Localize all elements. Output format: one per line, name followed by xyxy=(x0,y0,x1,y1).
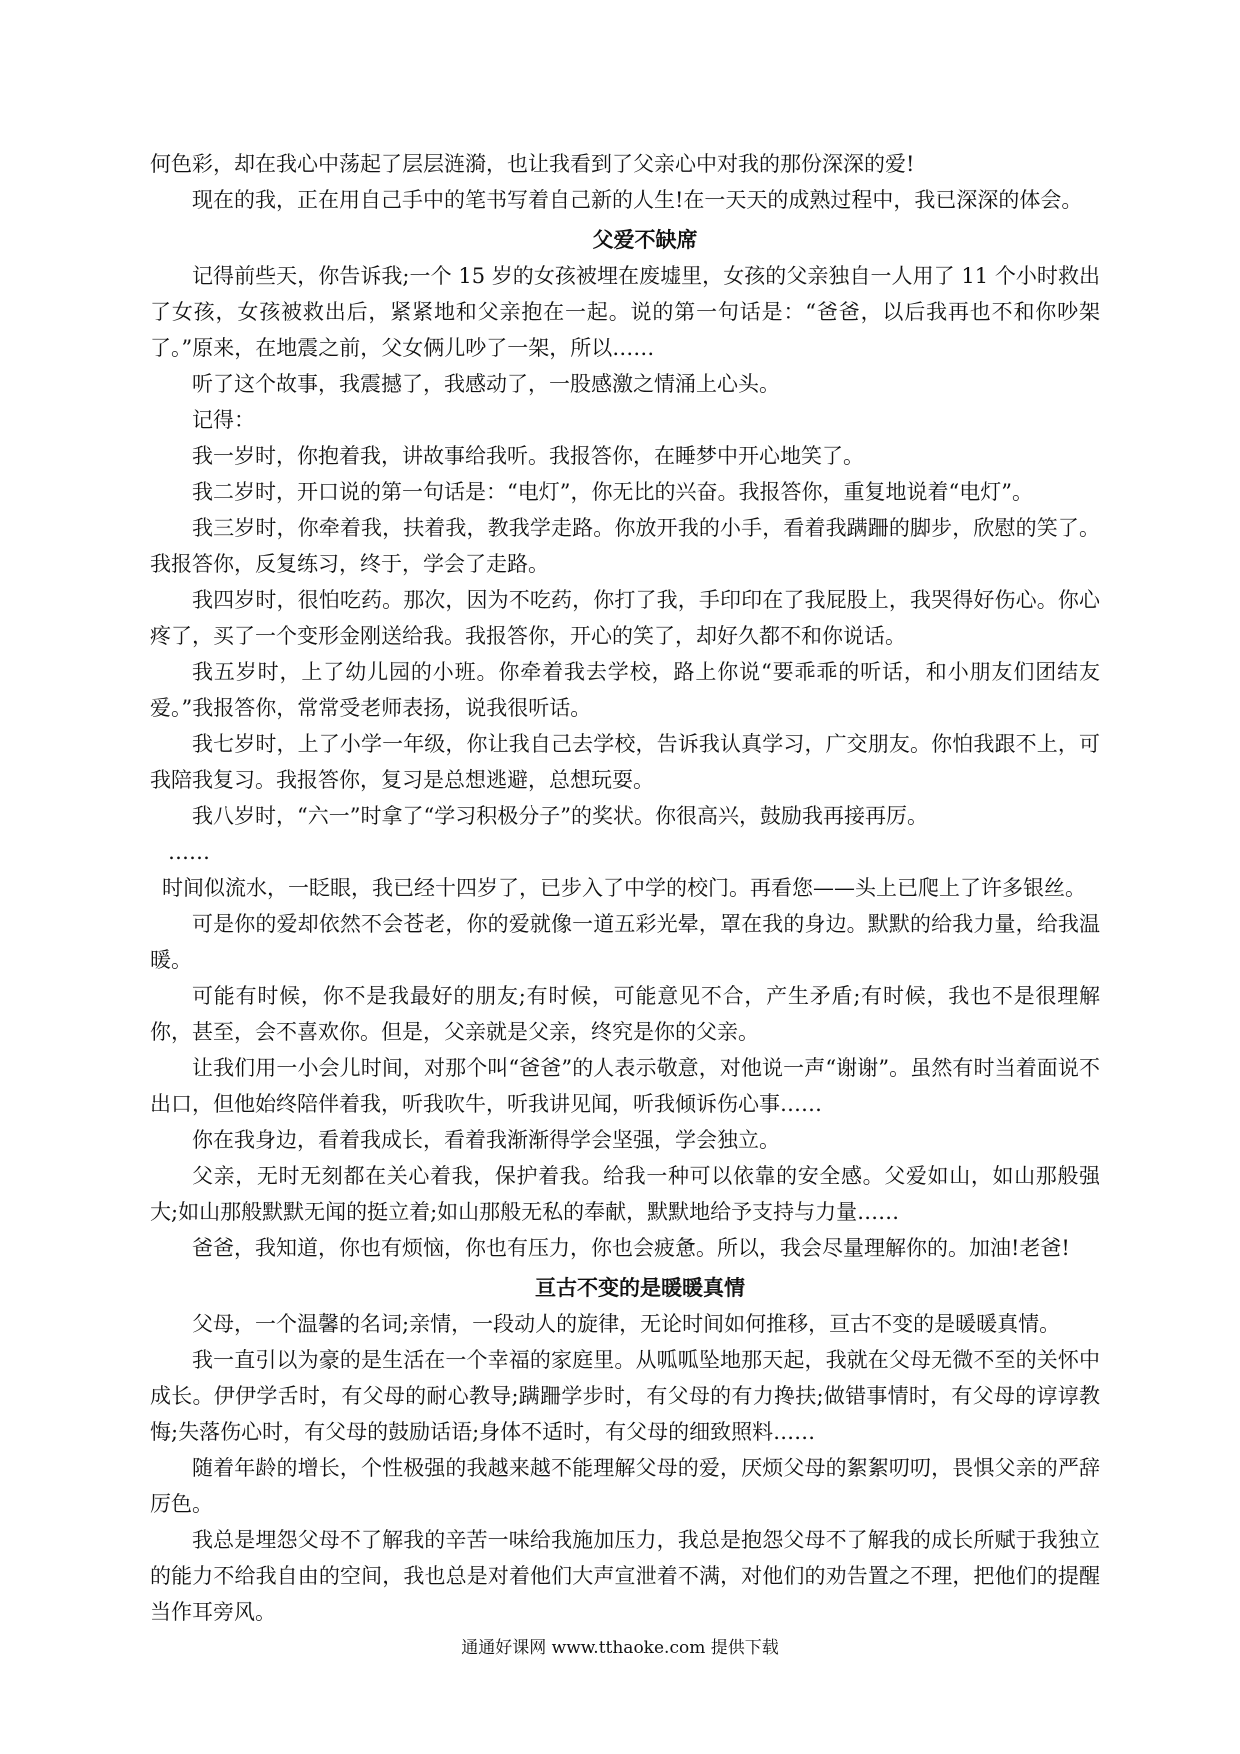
document-page xyxy=(150,146,1100,1630)
ellipsis-line: …… xyxy=(168,840,210,864)
body-paragraph: 听了这个故事，我震撼了，我感动了，一股感激之情涌上心头。 xyxy=(192,372,780,396)
body-paragraph: 我一岁时，你抱着我，讲故事给我听。我报答你，在睡梦中开心地笑了。 xyxy=(192,444,864,468)
body-paragraph: 时间似流水，一眨眼，我已经十四岁了，已步入了中学的校门。再看您——头上已爬上了许多银丝。 xyxy=(162,876,1086,900)
body-paragraph: 可是你的爱却依然不会苍老，你的爱就像一道五彩光晕，罩在我的身边。默默的给我力量，给我温暖。 xyxy=(150,912,1100,972)
body-paragraph: 父母，一个温馨的名词;亲情，一段动人的旋律，无论时间如何推移，亘古不变的是暖暖真情。 xyxy=(192,1312,1061,1336)
body-paragraph: 随着年龄的增长，个性极强的我越来越不能理解父母的爱，厌烦父母的絮絮叨叨，畏惧父亲的严辞厉色。 xyxy=(150,1456,1100,1516)
body-paragraph: 你在我身边，看着我成长，看着我渐渐得学会坚强，学会独立。 xyxy=(192,1128,780,1152)
body-paragraph: 我一直引以为豪的是生活在一个幸福的家庭里。从呱呱坠地那天起，我就在父母无微不至的关怀中成长。伊伊学舌时，有父母的耐心教导;蹒跚学步时，有父母的有力搀扶;做错事情时，有父母的谆谆教悔;失落伤心时，有父母的鼓励话语;身体不适时，有父母的细致照料…… xyxy=(150,1348,1100,1444)
body-paragraph: 我八岁时，“六一”时拿了“学习积极分子”的奖状。你很高兴，鼓励我再接再厉。 xyxy=(192,804,928,828)
body-paragraph: 我五岁时，上了幼儿园的小班。你牵着我去学校，路上你说“要乖乖的听话，和小朋友们团结友爱。”我报答你，常常受老师表扬，说我很听话。 xyxy=(150,660,1100,720)
body-paragraph: 我七岁时，上了小学一年级，你让我自己去学校，告诉我认真学习，广交朋友。你怕我跟不上，可我陪我复习。我报答你，复习是总想逃避，总想玩耍。 xyxy=(150,732,1100,792)
body-paragraph: 爸爸，我知道，你也有烦恼，你也有压力，你也会疲惫。所以，我会尽量理解你的。加油!老爸! xyxy=(192,1236,1070,1260)
body-paragraph: 我四岁时，很怕吃药。那次，因为不吃药，你打了我，手印印在了我屁股上，我哭得好伤心。你心疼了，买了一个变形金刚送给我。我报答你，开心的笑了，却好久都不和你说话。 xyxy=(150,588,1100,648)
body-paragraph: 可能有时候，你不是我最好的朋友;有时候，可能意见不合，产生矛盾;有时候，我也不是很理解你，甚至，会不喜欢你。但是，父亲就是父亲，终究是你的父亲。 xyxy=(150,984,1100,1044)
intro-paragraph: 现在的我，正在用自己手中的笔书写着自己新的人生!在一天天的成熟过程中，我已深深的体会。 xyxy=(192,188,1083,212)
body-paragraph: 记得： xyxy=(192,408,255,432)
section-title-family-love: 亘古不变的是暖暖真情 xyxy=(535,1275,745,1300)
body-paragraph: 我三岁时，你牵着我，扶着我，教我学走路。你放开我的小手，看着我蹒跚的脚步，欣慰的笑了。我报答你，反复练习，终于，学会了走路。 xyxy=(150,516,1100,576)
body-paragraph: 父亲，无时无刻都在关心着我，保护着我。给我一种可以依靠的安全感。父爱如山，如山那般强大;如山那般默默无闻的挺立着;如山那般无私的奉献，默默地给予支持与力量…… xyxy=(150,1164,1100,1224)
body-paragraph: 我二岁时，开口说的第一句话是：“电灯”，你无比的兴奋。我报答你，重复地说着“电灯”。 xyxy=(192,480,1033,504)
page-footer: 通通好课网 www.tthaoke.com 提供下载 xyxy=(461,1638,779,1658)
body-paragraph: 记得前些天，你告诉我;一个 15 岁的女孩被埋在废墟里，女孩的父亲独自一人用了 11 个小时救出了女孩，女孩被救出后，紧紧地和父亲抱在一起。说的第一句话是：“爸爸，以后我再也不和你吵架了。”原来，在地震之前，父女俩儿吵了一架，所以…… xyxy=(150,264,1100,360)
section-title-father-love: 父爱不缺席 xyxy=(592,227,698,252)
body-paragraph: 我总是埋怨父母不了解我的辛苦一味给我施加压力，我总是抱怨父母不了解我的成长所赋于我独立的能力不给我自由的空间，我也总是对着他们大声宣泄着不满，对他们的劝告置之不理，把他们的提醒当作耳旁风。 xyxy=(150,1528,1100,1624)
body-paragraph: 让我们用一小会儿时间，对那个叫“爸爸”的人表示敬意，对他说一声“谢谢”。虽然有时当着面说不出口，但他始终陪伴着我，听我吹牛，听我讲见闻，听我倾诉伤心事…… xyxy=(150,1056,1100,1116)
intro-paragraph-continued: 何色彩，却在我心中荡起了层层涟漪，也让我看到了父亲心中对我的那份深深的爱! xyxy=(150,152,915,176)
